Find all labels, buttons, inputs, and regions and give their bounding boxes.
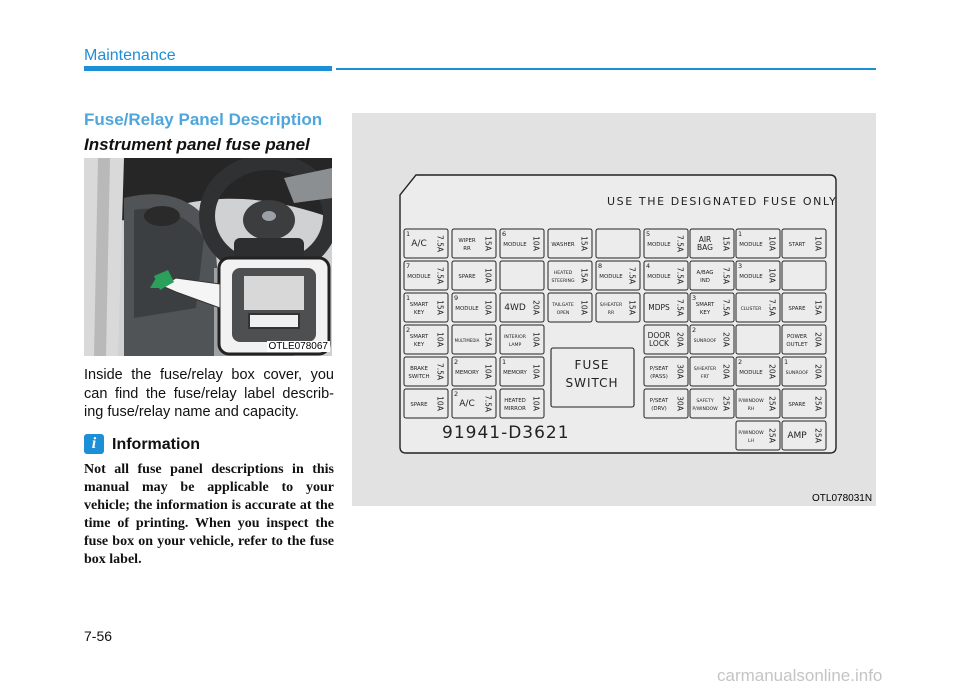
fuse-name: MULTIMEDIA [454,338,480,343]
fuse-cell [548,261,592,290]
fuse-name: P/WINDOW [692,407,718,412]
fuse-rating: 10A [813,236,823,251]
fuse-name: KEY [413,342,425,348]
fuse-cell [548,229,592,258]
fuse-rating: 10A [483,268,493,283]
fuse-cell [736,421,780,450]
fuse-name: SMART [409,302,429,308]
fuse-rating: 20A [721,332,731,347]
fuse-cell [644,357,688,386]
fuse-cell [404,293,448,322]
fuse-cell [736,261,780,290]
fuse-name: FRT [700,375,710,380]
fuse-cell [690,261,734,290]
fuse-name: POWER [787,334,807,340]
fuse-cell [452,325,496,354]
fuse-name: A/C [459,399,475,409]
fuse-rating: 7.5A [675,298,685,317]
fuse-rating: 25A [767,396,777,411]
fuse-cell [500,293,544,322]
fuse-rating: 7.5A [675,266,685,285]
fuse-position-number: 1 [502,358,507,366]
photo-caption: OTLE078067 [268,341,328,352]
info-icon: i [84,434,104,454]
fuse-cell [736,325,780,354]
fuse-cell [690,325,734,354]
fuse-rating: 10A [483,364,493,379]
fuse-name: IND [700,278,710,284]
fuse-name: S/HEATER [693,367,717,372]
fuse-cell [736,229,780,258]
fuse-name: WASHER [551,242,575,248]
header-rule [336,68,876,70]
fuse-cell [404,325,448,354]
fuse-position-number: 1 [738,230,743,238]
fuse-name: INTERIOR [504,335,526,340]
fuse-rating: 30A [675,396,685,411]
fuse-part-number: 91941-D3621 [442,423,570,443]
fuse-rating: 15A [483,332,493,347]
fuse-name: DOOR [647,331,671,340]
fuse-name: SUNROOF [785,371,809,376]
fuse-rating: 20A [675,332,685,347]
fuse-cell [404,389,448,418]
fuse-name: (PASS) [650,374,668,380]
fuse-rating: 20A [813,364,823,379]
fuse-rating: 7.5A [721,298,731,317]
fuse-switch-box [551,348,634,407]
fuse-name: P/SEAT [649,366,669,372]
fuse-name: WIPER [458,238,476,244]
fuse-name: MIRROR [504,406,526,412]
fuse-name: AMP [787,431,807,441]
fuse-cell [782,229,826,258]
info-title: Information [112,436,200,453]
fuse-cell [782,293,826,322]
fuse-cell [596,261,640,290]
fuse-name: MEMORY [503,370,527,376]
fuse-cell [452,229,496,258]
fuse-cell [690,229,734,258]
fuse-rating: 10A [767,236,777,251]
fuse-cell [782,389,826,418]
fuse-switch-label-1: FUSE [574,358,610,372]
fuse-name: MODULE [739,370,763,376]
fuse-panel-diagram [352,113,876,506]
fuse-name: OPEN [556,311,570,316]
fuse-name: MDPS [648,303,670,312]
fuse-cell [782,261,826,290]
fuse-name: KEY [413,310,425,316]
fuse-cell [782,357,826,386]
fuse-name: SUNROOF [693,339,717,344]
fuse-name: SMART [409,334,429,340]
fuse-name: BRAKE [410,366,428,372]
fuse-switch-label-2: SWITCH [565,376,619,390]
fuse-cell [452,293,496,322]
fuse-cell [690,357,734,386]
watermark-text: carmanualsonline.info [717,666,883,685]
header-bar [84,66,332,71]
fuse-position-number: 2 [692,326,697,334]
fuse-rating: 15A [627,300,637,315]
fuse-name: MODULE [503,242,527,248]
fuse-name: CLUSTER [740,307,762,312]
fuse-rating: 7.5A [675,234,685,253]
fuse-cell [548,293,592,322]
fuse-position-number: 7 [406,262,411,270]
header-section-title: Maintenance [84,47,176,64]
fuse-position-number: 1 [784,358,789,366]
fuse-rating: 15A [721,236,731,251]
fuse-name: MEMORY [455,370,479,376]
fuse-name: LOCK [649,339,669,348]
fuse-rating: 30A [675,364,685,379]
fuse-rating: 25A [721,396,731,411]
fuse-name: MODULE [739,274,763,280]
fuse-position-number: 3 [738,262,743,270]
fuse-position-number: 6 [502,230,507,238]
fuse-panel-heading: USE THE DESIGNATED FUSE ONLY [607,195,838,208]
fuse-cell [452,261,496,290]
fuse-name: P/SEAT [649,398,669,404]
fuse-position-number: 9 [454,294,459,302]
fuse-position-number: 5 [646,230,651,238]
fuse-rating: 20A [813,332,823,347]
fuse-name: RR [607,311,615,316]
fuse-rating: 10A [531,332,541,347]
fuse-cell [644,293,688,322]
fuse-name: MODULE [407,274,431,280]
fuse-name: SMART [695,302,715,308]
fuse-name: MODULE [647,274,671,280]
fuse-rating: 7.5A [435,234,445,253]
fuse-cell [782,421,826,450]
fuse-name: RH [747,407,755,412]
fuse-rating: 7.5A [435,362,445,381]
fuse-rating: 15A [579,268,589,283]
fuse-position-number: 4 [646,262,651,270]
fuse-cell [452,389,496,418]
fuse-cell [736,357,780,386]
fuse-panel-svg [352,113,876,506]
fuse-name: SPARE [788,402,806,408]
fuse-name: S/HEATER [599,303,623,308]
fuse-position-number: 2 [454,390,459,398]
fuse-rating: 20A [531,300,541,315]
fuse-cell [736,293,780,322]
fuse-rating: 10A [531,236,541,251]
fuse-cell [500,229,544,258]
fuse-name: P/WINDOW [738,399,764,404]
fuse-name: MODULE [647,242,671,248]
fuse-cell [500,389,544,418]
fuse-name: 4WD [504,303,526,313]
fuse-cell [782,325,826,354]
fuse-name: KEY [699,310,711,316]
fuse-rating: 25A [813,428,823,443]
fuse-rating: 7.5A [721,266,731,285]
fuse-rating: 7.5A [767,298,777,317]
fuse-cell [596,293,640,322]
dashboard-illustration [84,158,332,356]
fuse-cover-photo [84,158,332,356]
fuse-cell [500,261,544,290]
fuse-name: STEERING [551,279,575,284]
fuse-name: HEATED [504,398,526,404]
fuse-name: MODULE [739,242,763,248]
fuse-name: SPARE [458,274,476,280]
fuse-cell [404,357,448,386]
fuse-rating: 10A [767,268,777,283]
fuse-position-number: 2 [406,326,411,334]
fuse-name: AIR [698,235,712,244]
fuse-name: SWITCH [408,374,430,380]
fuse-rating: 10A [531,364,541,379]
fuse-rating: 15A [579,236,589,251]
figure-caption: OTL078031N [812,493,873,504]
fuse-name: OUTLET [786,342,808,348]
fuse-rating: 15A [435,300,445,315]
fuse-rating: 7.5A [483,394,493,413]
body-paragraph: Inside the fuse/relay box cover, you can find the fuse/relay label describ-ing fuse/relay name and capacity. [84,367,334,420]
fuse-cell [736,389,780,418]
fuse-rating: 10A [483,300,493,315]
subsection-title: Instrument panel fuse panel [84,135,310,154]
fuse-cell [452,357,496,386]
fuse-name: A/BAG [696,270,714,276]
fuse-name: MODULE [455,306,479,312]
fuse-position-number: 8 [598,262,603,270]
fuse-cell [500,325,544,354]
fuse-cell [644,325,688,354]
fuse-name: A/C [411,239,427,249]
fuse-name: SPARE [410,402,428,408]
fuse-name: (DRV) [651,406,667,412]
fuse-name: SAFETY [696,399,714,404]
fuse-name: TAILGATE [552,303,574,308]
fuse-name: SPARE [788,306,806,312]
section-title: Fuse/Relay Panel Description [84,110,323,129]
fuse-cell [404,261,448,290]
fuse-cell [690,293,734,322]
fuse-rating: 20A [767,364,777,379]
fuse-rating: 25A [767,428,777,443]
fuse-cell [644,389,688,418]
fuse-position-number: 2 [738,358,743,366]
fuse-cell [644,261,688,290]
fuse-cell [500,357,544,386]
fuse-position-number: 2 [454,358,459,366]
fuse-name: LH [747,439,755,444]
fuse-rating: 15A [483,236,493,251]
fuse-rating: 25A [813,396,823,411]
fuse-position-number: 3 [692,294,697,302]
fuse-rating: 10A [579,300,589,315]
fuse-rating: 7.5A [627,266,637,285]
fuse-position-number: 1 [406,230,411,238]
fuse-name: LAMP [508,343,522,348]
fuse-rating: 10A [531,396,541,411]
fuse-rating: 10A [435,332,445,347]
page-number: 7-56 [84,628,113,644]
fuse-position-number: 1 [406,294,411,302]
fuse-rating: 7.5A [435,266,445,285]
fuse-cell [690,389,734,418]
fuse-name: BAG [697,243,713,252]
fuse-rating: 10A [435,396,445,411]
fuse-name: P/WINDOW [738,431,764,436]
fuse-cell [644,229,688,258]
fuse-cell [404,229,448,258]
fuse-name: START [788,242,806,248]
fuse-name: HEATED [553,271,573,276]
fuse-name: MODULE [599,274,623,280]
info-text: Not all fuse panel descriptions in this manual may be applicable to your vehicle; the information is accurate at the time of printing. When you inspect the fuse box on your vehicle, refer to the fuse box label. [84,462,334,567]
fuse-cell [596,229,640,258]
fuse-rating: 15A [813,300,823,315]
fuse-name: RR [463,246,471,252]
fuse-rating: 20A [721,364,731,379]
